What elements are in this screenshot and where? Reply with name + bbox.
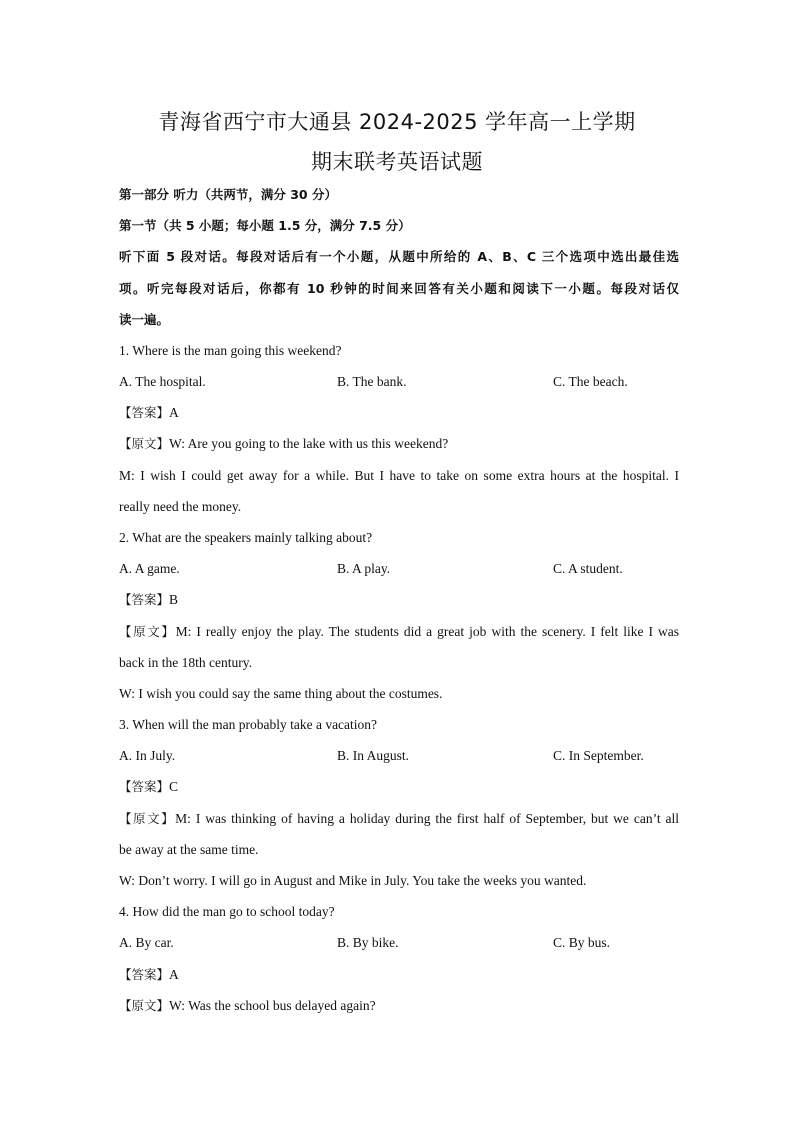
answer-value: A xyxy=(169,405,179,420)
question-3-script-line3: W: Don’t worry. I will go in August and Mike in July. You take the weeks you wanted. xyxy=(119,873,587,888)
document-title-line1: 青海省西宁市大通县 2024-2025 学年高一上学期 xyxy=(158,110,636,134)
question-1-script-line2: M: I wish I could get away for a while. But I have to take on some extra hours at the hospital. I xyxy=(119,468,679,483)
answer-label: 【答案】 xyxy=(119,967,170,982)
question-2-script-line3: W: I wish you could say the same thing about the costumes. xyxy=(119,686,443,701)
question-2-stem: 2. What are the speakers mainly talking about? xyxy=(119,530,373,545)
question-2-script-line2: back in the 18th century. xyxy=(119,655,252,670)
answer-label: 【答案】 xyxy=(119,779,170,794)
question-3-option-b: B. In August. xyxy=(337,748,410,763)
script-text: M: I really enjoy the play. The students did a great job with the scenery. I felt like I was xyxy=(175,624,679,639)
answer-label: 【答案】 xyxy=(119,592,170,607)
question-2-option-a: A. A game. xyxy=(119,561,180,576)
instructions-line1: 听下面 5 段对话。每段对话后有一个小题，从题中所给的 A、B、C 三个选项中选出最佳选 xyxy=(119,249,679,264)
question-3-script-line1 xyxy=(119,809,679,829)
question-4-option-b: B. By bike. xyxy=(337,935,399,950)
question-3-stem: 3. When will the man probably take a vacation? xyxy=(119,717,378,732)
script-text: M: I was thinking of having a holiday during the first half of September, but we can’t all xyxy=(175,811,679,826)
question-4-answer xyxy=(119,965,679,985)
answer-value: C xyxy=(169,779,179,794)
question-2-option-b: B. A play. xyxy=(337,561,391,576)
script-text: W: Was the school bus delayed again? xyxy=(169,998,376,1013)
question-2-option-c: C. A student. xyxy=(553,561,623,576)
script-label: 【原文】 xyxy=(119,998,170,1013)
question-3-script-line2: be away at the same time. xyxy=(119,842,259,857)
question-4-script-line1 xyxy=(119,996,679,1016)
question-1-stem: 1. Where is the man going this weekend? xyxy=(119,343,342,358)
script-label: 【原文】 xyxy=(119,436,170,451)
question-1-option-c: C. The beach. xyxy=(553,374,628,389)
question-1-script-line1 xyxy=(119,434,679,454)
answer-value: A xyxy=(169,967,179,982)
question-2-script-line1 xyxy=(119,622,679,642)
question-3-answer xyxy=(119,777,679,797)
question-2-answer xyxy=(119,590,679,610)
script-text: W: Are you going to the lake with us this weekend? xyxy=(169,436,449,451)
script-label: 【原文】 xyxy=(119,624,176,639)
answer-value: B xyxy=(169,592,179,607)
question-1-option-b: B. The bank. xyxy=(337,374,407,389)
subsection-heading: 第一节（共 5 小题；每小题 1.5 分，满分 7.5 分） xyxy=(119,218,411,233)
script-label: 【原文】 xyxy=(119,811,176,826)
question-3-option-a: A. In July. xyxy=(119,748,176,763)
question-4-stem: 4. How did the man go to school today? xyxy=(119,904,335,919)
instructions-line2: 项。听完每段对话后，你都有 10 秒钟的时间来回答有关小题和阅读下一小题。每段对话仅 xyxy=(119,281,679,296)
question-1-answer xyxy=(119,403,679,423)
question-4-option-a: A. By car. xyxy=(119,935,174,950)
question-1-option-a: A. The hospital. xyxy=(119,374,206,389)
question-3-option-c: C. In September. xyxy=(553,748,644,763)
part-heading: 第一部分 听力（共两节，满分 30 分） xyxy=(119,187,337,202)
instructions-line3: 读一遍。 xyxy=(119,312,170,327)
document-title-line2: 期末联考英语试题 xyxy=(311,150,483,174)
question-4-option-c: C. By bus. xyxy=(553,935,611,950)
answer-label: 【答案】 xyxy=(119,405,170,420)
question-1-script-line3: really need the money. xyxy=(119,499,242,514)
